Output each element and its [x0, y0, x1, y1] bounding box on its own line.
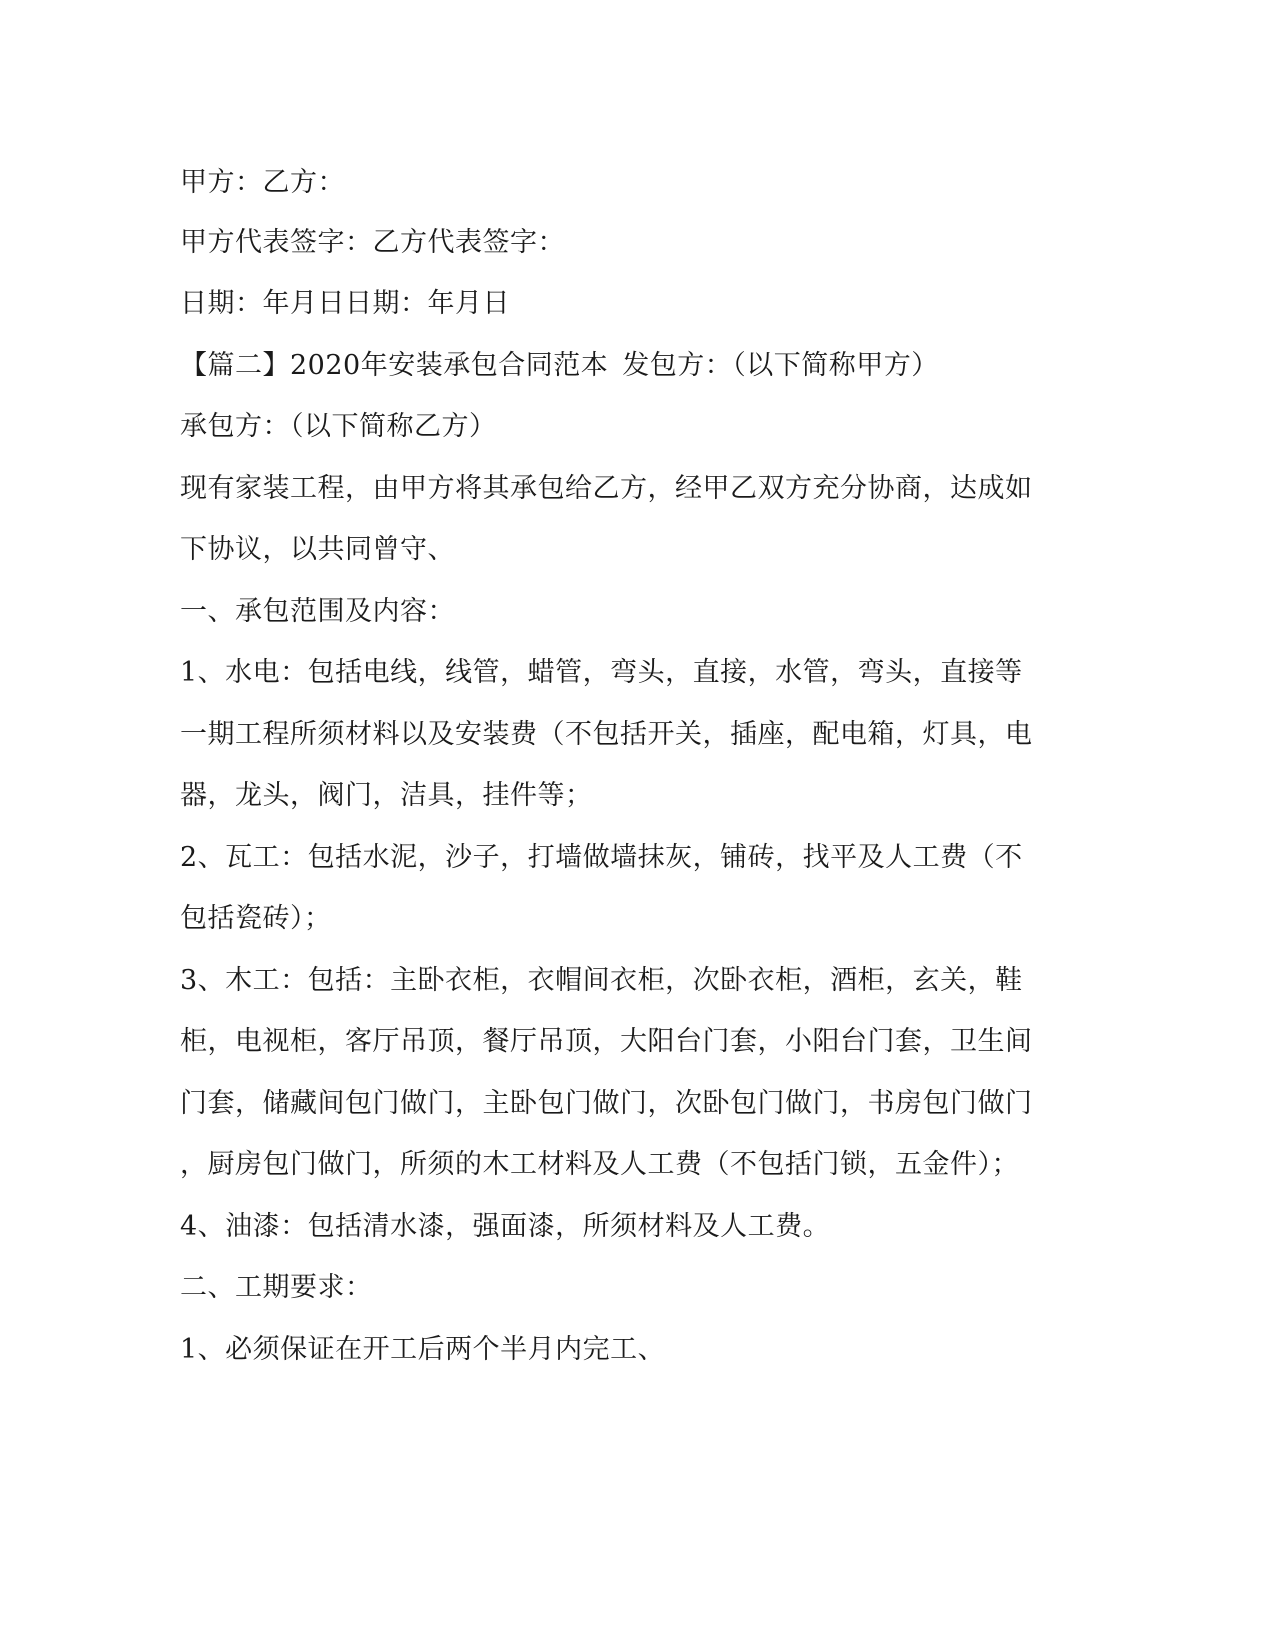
party-a-label: 发包方：（以下简称甲方）: [622, 350, 939, 381]
text-line: 甲方代表签字：乙方代表签字：: [180, 227, 565, 258]
text-line: 柜，电视柜，客厅吊顶，餐厅吊顶，大阳台门套，小阳台门套，卫生间: [180, 1026, 1033, 1057]
text-line: ，厨房包门做门，所须的木工材料及人工费（不包括门锁，五金件）；: [180, 1149, 1019, 1180]
text-line: 一期工程所须材料以及安装费（不包括开关，插座，配电箱，灯具，电: [180, 719, 1033, 750]
section-heading: 一、承包范围及内容：: [180, 596, 455, 627]
text-line: 下协议，以共同曾守、: [180, 534, 455, 565]
text-line: 门套，储藏间包门做门，主卧包门做门，次卧包门做门，书房包门做门: [180, 1088, 1033, 1119]
text-line-heading: [180, 350, 939, 382]
text-line: 3、木工：包括：主卧衣柜，衣帽间衣柜，次卧衣柜，酒柜，玄关，鞋: [180, 965, 1023, 996]
text-line: 4、油漆：包括清水漆，强面漆，所须材料及人工费。: [180, 1211, 831, 1242]
text-line: 器，龙头，阀门，洁具，挂件等；: [180, 780, 593, 811]
section-heading: 二、工期要求：: [180, 1272, 373, 1303]
text-line: 1、水电：包括电线，线管，蜡管，弯头，直接，水管，弯头，直接等: [180, 657, 1023, 688]
section-title: 【篇二】2020年安装承包合同范本: [180, 350, 609, 381]
text-line: 甲方：乙方：: [180, 167, 345, 198]
text-line: 2、瓦工：包括水泥，沙子，打墙做墙抹灰，铺砖，找平及人工费（不: [180, 842, 1023, 873]
text-line: 1、必须保证在开工后两个半月内完工、: [180, 1334, 666, 1365]
text-line: 包括瓷砖）；: [180, 903, 332, 934]
text-line: 日期：年月日日期：年月日: [180, 288, 510, 319]
text-line: 承包方：（以下简称乙方）: [180, 411, 497, 442]
text-line: 现有家装工程，由甲方将其承包给乙方，经甲乙双方充分协商，达成如: [180, 473, 1033, 504]
